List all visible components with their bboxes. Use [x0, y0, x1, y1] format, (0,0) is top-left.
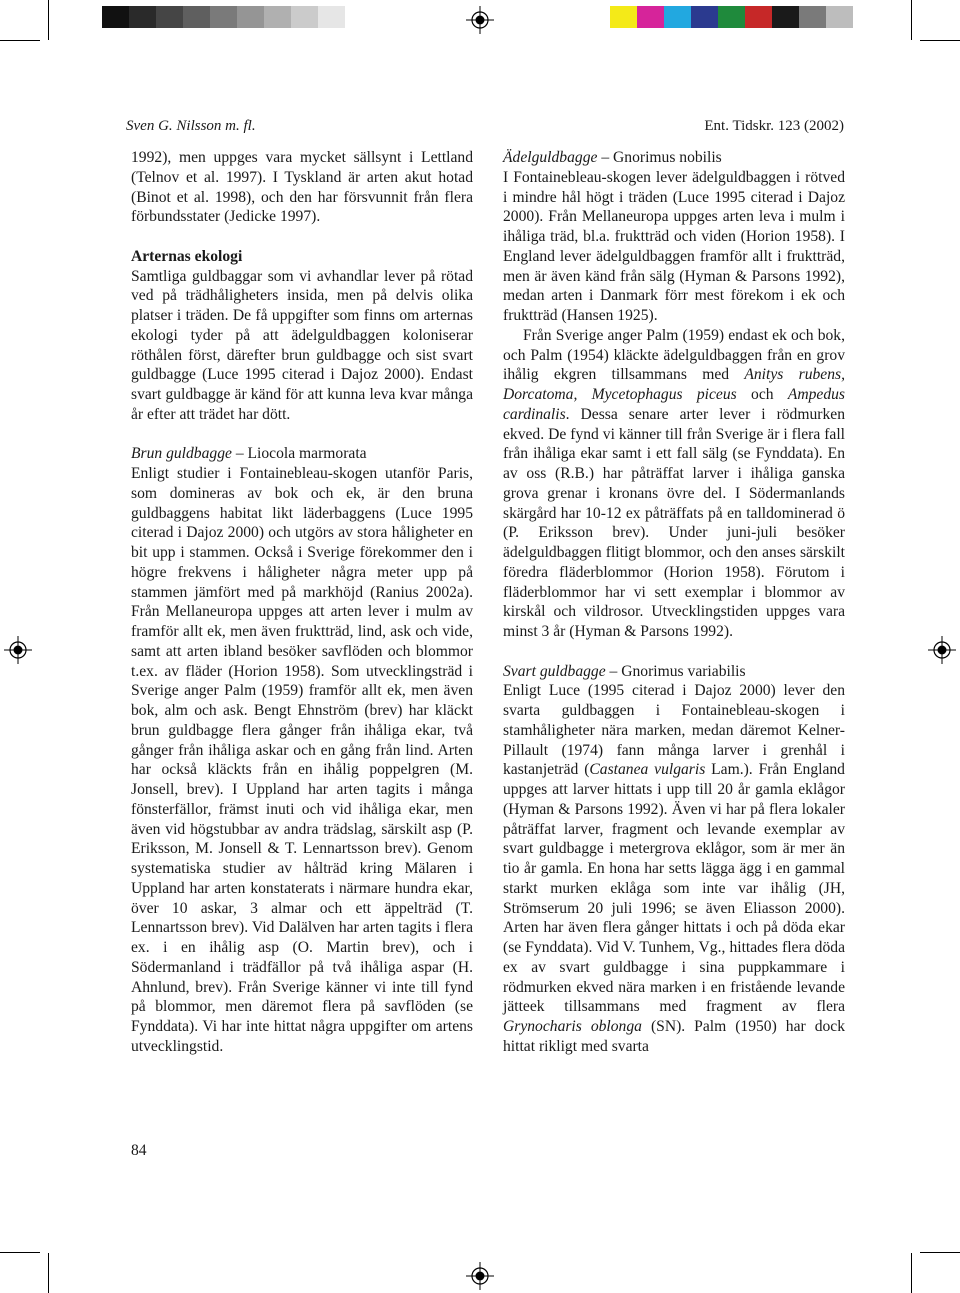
grayscale-bar: [75, 6, 345, 28]
left-column: [131, 148, 473, 1057]
color-bar: [610, 6, 880, 28]
registration-mark-icon: [4, 636, 32, 664]
right-column: [503, 148, 845, 1057]
color-swatch: [183, 6, 210, 28]
running-head-journal: Ent. Tidskr. 123 (2002): [704, 118, 844, 134]
crop-mark: [911, 1253, 912, 1293]
species-heading-noble: [503, 148, 845, 168]
color-swatch: [291, 6, 318, 28]
color-swatch: [664, 6, 691, 28]
noble-paragraph-2: [503, 326, 845, 642]
noble-paragraph-1: I Fontainebleau-skogen lever ädelguldbaggen i rötved i mindre hål högt i träden (Luce 1995 citerad i Dajoz 2000). Från Mellaneuropa uppges arten leva i mulm i ihåliga träd, bl.a. fruktträd och viden (Horion 1958). I England lever ädelguldbaggen framför allt i fruktträd, men är även känd från sälg (Hyman & Parsons 1992), medan arten i Danmark förr mest förekom i ek och fruktträd (Hansen 1925).: [503, 168, 845, 324]
crop-mark: [920, 1252, 960, 1253]
species-name-inline: Ampedus cardinalis: [503, 386, 845, 423]
species-name: Ädelguldbagge: [503, 149, 598, 166]
section-heading: Arternas ekologi: [131, 247, 243, 265]
text-run: Enligt Luce (1995 citerad i Dajoz 2000) lever den svarta guldbaggen i Fontainebleau-skogen i stamhåligheter nära marken, medan däremot Kelner-Pillault (1974) fann många larver i grenhål i kastanjeträd (: [503, 682, 845, 779]
text-run: Från Sverige anger Palm (1959) endast ek och bok, och Palm (1954) kläckte ädelguldbaggen från en grov ihålig ekgren tillsammans med: [503, 326, 845, 384]
color-swatch: [237, 6, 264, 28]
species-list: Anitys rubens, Dorcatoma, Mycetophagus piceus: [503, 366, 845, 403]
species-heading-black: [503, 662, 845, 682]
color-swatch: [102, 6, 129, 28]
text-run: Lam.). Från England uppges att larver hittats i upp till 20 år gamla eklågor (Hyman & Parsons 1992). Även vi har på flera lokaler påträffat larver, fragment och levande exemplar av svart guldbagge i metergrova eklågor, som är mer än tio år gamla. En hona har setts lägga ägg i en gammal starkt murken eklåga som inte var ihålig (JH, Strömserum 20 juli 1996; se även Eliasson 2000). Arten har även flera gånger hittats i och på döda ekar (se Fynddata). Vid V. Tunhem, Vg., hittades flera döda ex av svart guldbagge i sina puppkammare i rödmurken ekved nära marken i en fristående levande jätteek tillsammans med fragment av flera: [503, 761, 845, 1016]
color-swatch: [772, 6, 799, 28]
color-swatch: [156, 6, 183, 28]
registration-mark-icon: [466, 1262, 494, 1290]
species-name: Svart guldbagge: [503, 662, 606, 680]
species-name-inline: Castanea vulgaris: [589, 761, 706, 779]
species-name: Brun guldbagge: [131, 445, 232, 463]
color-swatch: [718, 6, 745, 28]
species-latin: – Gnorimus variabilis: [605, 662, 746, 680]
color-swatch: [264, 6, 291, 28]
color-swatch: [691, 6, 718, 28]
color-swatch: [318, 6, 345, 28]
color-swatch: [853, 6, 880, 28]
registration-mark-icon: [466, 6, 494, 34]
color-swatch: [75, 6, 102, 28]
color-swatch: [826, 6, 853, 28]
color-swatch: [610, 6, 637, 28]
species-heading-brown: [131, 444, 473, 464]
crop-mark: [48, 0, 49, 40]
ecology-paragraph: Samtliga guldbaggar som vi avhandlar lever på rötad ved på trädhåligheters insida, men på delvis olika platser i träden. De få uppgifter som finns om arternas ekologi tyder på att ädelguldbaggen koloniserar röthålen först, därefter brun guldbagge och sist svart guldbagge (Luce 1995 citerad i Dajoz 2000). Endast svart guldbagge är känd för att kunna leva kvar många år efter att trädet har dött.: [131, 267, 473, 423]
color-swatch: [210, 6, 237, 28]
species-latin: – Gnorimus nobilis: [597, 149, 722, 166]
brown-paragraph: Enligt studier i Fontainebleau-skogen utanför Paris, som domineras av bok och ek, är den bruna guldbaggens habitat likt läderbaggens (Luce 1995 citerad i Dajoz 2000) och utgörs av stora håligheter en bit upp i stammen. Också i Sverige förekommer den i högre frekvens i håligheter några meter upp på stammen jämfört med på markhöjd (Ranius 2002a). Från Mellaneuropa uppges att arten lever i mulm av framför allt ek, men även fruktträd, lind, ask och vide, samt att arten ibland besöker savflöden och blommor t.ex. av fläder (Horion 1958). Som utvecklingsträd i Sverige anger Palm (1959) framför allt ek, men även bok, alm och ask. Bengt Ehnström (brev) har kläckt brun guldbagge flera gånger från ihåliga ekar, två gånger från ihåliga askar och en gång från lind. Arten har också kläckts från en ihålig poppelgren (M. Jonsell, brev). I Uppland har arten tagits i många fönsterfällor, främst inuti och vid ihåliga ekar, men även vid högstubbar av andra trädslag, särskilt asp (P. Eriksson, M. Jonsell & T. Lennartsson brev). Genom systematiska studier av hålträd kring Mälaren i Uppland har arten konstaterats i närmare hundra ekar, över 10 askar, 3 almar och ett äppelträd (T. Lennartsson brev). Vid Dalälven har arten tagits i flera ex. i en ihålig asp (O. Martin brev), och i Södermanland i trädfällor på två ihåliga aspar (H. Ahnlund, brev). Från Sverige känner vi inte till fynd på blommor, men däremot flera på savflöden (se Fynddata). Vi har inte hittat några uppgifter om artens utvecklingstid.: [131, 465, 473, 1055]
registration-mark-icon: [928, 636, 956, 664]
text-run: (SN). Palm (1950) har dock hittat rikligt med svarta: [503, 1018, 846, 1055]
crop-mark: [0, 1252, 40, 1253]
color-swatch: [129, 6, 156, 28]
crop-mark: [920, 40, 960, 41]
color-swatch: [799, 6, 826, 28]
running-head-author: Sven G. Nilsson m. fl.: [126, 118, 256, 134]
intro-paragraph: 1992), men uppges vara mycket sällsynt i Lettland (Telnov et al. 1997). I Tyskland är arten akut hotad (Binot et al. 1998), och den har försvunnit från flera förbundsstater (Jedicke 1997).: [131, 149, 473, 226]
crop-mark: [0, 40, 40, 41]
color-swatch: [745, 6, 772, 28]
species-latin: – Liocola marmorata: [231, 445, 367, 463]
crop-mark: [48, 1253, 49, 1293]
black-paragraph: [503, 681, 845, 1056]
text-run: och: [736, 386, 788, 403]
page-number: 84: [131, 1142, 147, 1159]
color-swatch: [637, 6, 664, 28]
species-name-inline: Grynocharis oblonga: [503, 1018, 642, 1035]
crop-mark: [911, 0, 912, 40]
text-run: . Dessa senare arter lever i rödmurken ekved. De fynd vi känner till från Sverige är i flera fall från ihåliga ekar samt i ett fall sälg (se Fynddata). En av oss (R.B.) har påträffat larver i ihåliga ganska grova grenar i kronans övre del. I Södermanlands skärgård har 10-12 ex påträffats på en talldominerad ö (P. Eriksson brev). Under juni-juli besöker ädelguldbaggen flitigt blommor, och den anses särskilt föredra fläderblommor (Horion 1958). Förutom i fläderblommor har vi sett exemplar i blommor av kirskål och vildrosor. Utvecklingstiden uppges vara minst 3 år (Hyman & Parsons 1992).: [503, 405, 845, 640]
